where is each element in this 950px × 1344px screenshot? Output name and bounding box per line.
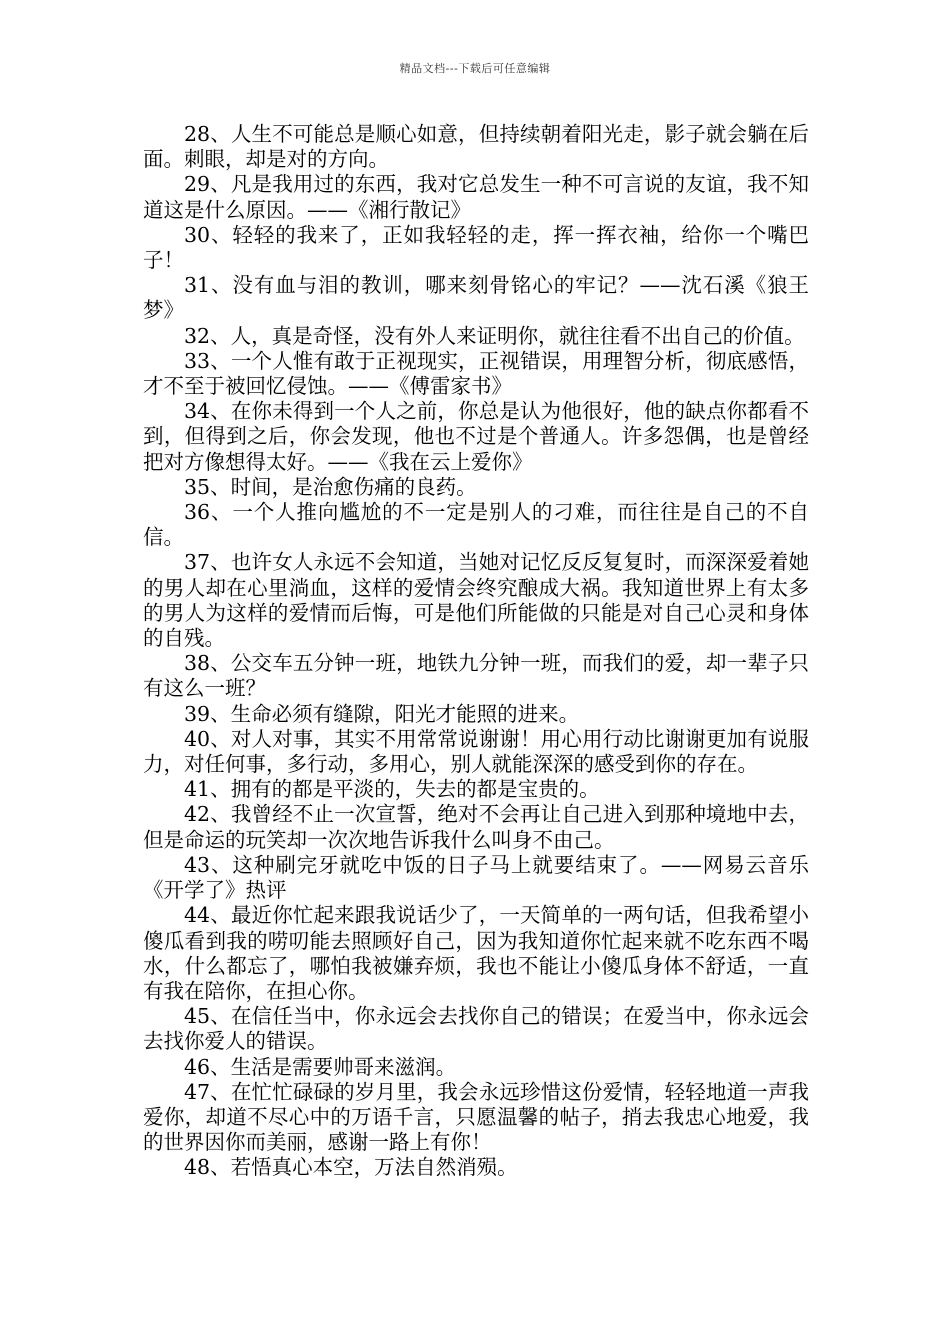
- page-header: 精品文档---下载后可任意编辑: [399, 62, 551, 75]
- paragraph: 33、一个人惟有敢于正视现实，正视错误，用理智分析，彻底感悟，才不至于被回忆侵蚀。——《傅雷家书》: [143, 348, 809, 399]
- paragraph: 38、公交车五分钟一班，地铁九分钟一班，而我们的爱，却一辈子只有这么一班？: [143, 651, 809, 701]
- paragraph: 39、生命必须有缝隙，阳光才能照的进来。: [184, 701, 580, 726]
- paragraph: 42、我曾经不止一次宣誓，绝对不会再让自己进入到那种境地中去，但是命运的玩笑却一次次地告诉我什么叫身不由己。: [143, 802, 809, 852]
- paragraph: 40、对人对事，其实不用常常说谢谢！用心用行动比谢谢更加有说服力，对任何事，多行动，多用心，别人就能深深的感受到你的存在。: [143, 726, 809, 777]
- document-body: [143, 122, 809, 1181]
- paragraph: 46、生活是需要帅哥来滋润。: [184, 1054, 457, 1079]
- paragraph: 48、若悟真心本空，万法自然消殒。: [184, 1155, 518, 1180]
- paragraph: 28、人生不可能总是顺心如意，但持续朝着阳光走，影子就会躺在后面。刺眼，却是对的方向。: [143, 122, 809, 172]
- paragraph: 43、这种刷完牙就吃中饭的日子马上就要结束了。——网易云音乐《开学了》热评: [143, 852, 809, 903]
- paragraph: 47、在忙忙碌碌的岁月里，我会永远珍惜这份爱情，轻轻地道一声我爱你，却道不尽心中的万语千言，只愿温馨的帖子，捎去我忠心地爱，我的世界因你而美丽，感谢一路上有你！: [143, 1079, 809, 1155]
- paragraph: 30、轻轻的我来了，正如我轻轻的走，挥一挥衣袖，给你一个嘴巴子！: [143, 222, 809, 273]
- paragraph: 31、没有血与泪的教训，哪来刻骨铭心的牢记？——沈石溪《狼王梦》: [143, 273, 809, 323]
- paragraph: 37、也许女人永远不会知道，当她对记忆反反复复时，而深深爱着她的男人却在心里淌血，这样的爱情会终究酿成大祸。我知道世界上有太多的男人为这样的爱情而后悔，可是他们所能做的只能是对自己心灵和身体的自残。: [143, 550, 809, 651]
- paragraph: 44、最近你忙起来跟我说话少了，一天简单的一两句话，但我希望小傻瓜看到我的唠叨能去照顾好自己，因为我知道你忙起来就不吃东西不喝水，什么都忘了，哪怕我被嫌弃烦，我也不能让小傻瓜身体不舒适，一直有我在陪你，在担心你。: [143, 903, 809, 1003]
- paragraph: 41、拥有的都是平淡的，失去的都是宝贵的。: [184, 777, 600, 802]
- paragraph: 34、在你未得到一个人之前，你总是认为他很好，他的缺点你都看不到，但得到之后，你会发现，他也不过是个普通人。许多怨偶，也是曾经把对方像想得太好。——《我在云上爱你》: [143, 399, 809, 474]
- paragraph: 32、人，真是奇怪，没有外人来证明你，就往往看不出自己的价值。: [184, 323, 805, 348]
- paragraph: 45、在信任当中，你永远会去找你自己的错误；在爱当中，你永远会去找你爱人的错误。: [143, 1004, 809, 1054]
- paragraph: 35、时间，是治愈伤痛的良药。: [184, 474, 477, 499]
- paragraph: 29、凡是我用过的东西，我对它总发生一种不可言说的友谊，我不知道这是什么原因。——《湘行散记》: [143, 172, 809, 222]
- paragraph: 36、一个人推向尴尬的不一定是别人的刁难，而往往是自己的不自信。: [143, 500, 809, 550]
